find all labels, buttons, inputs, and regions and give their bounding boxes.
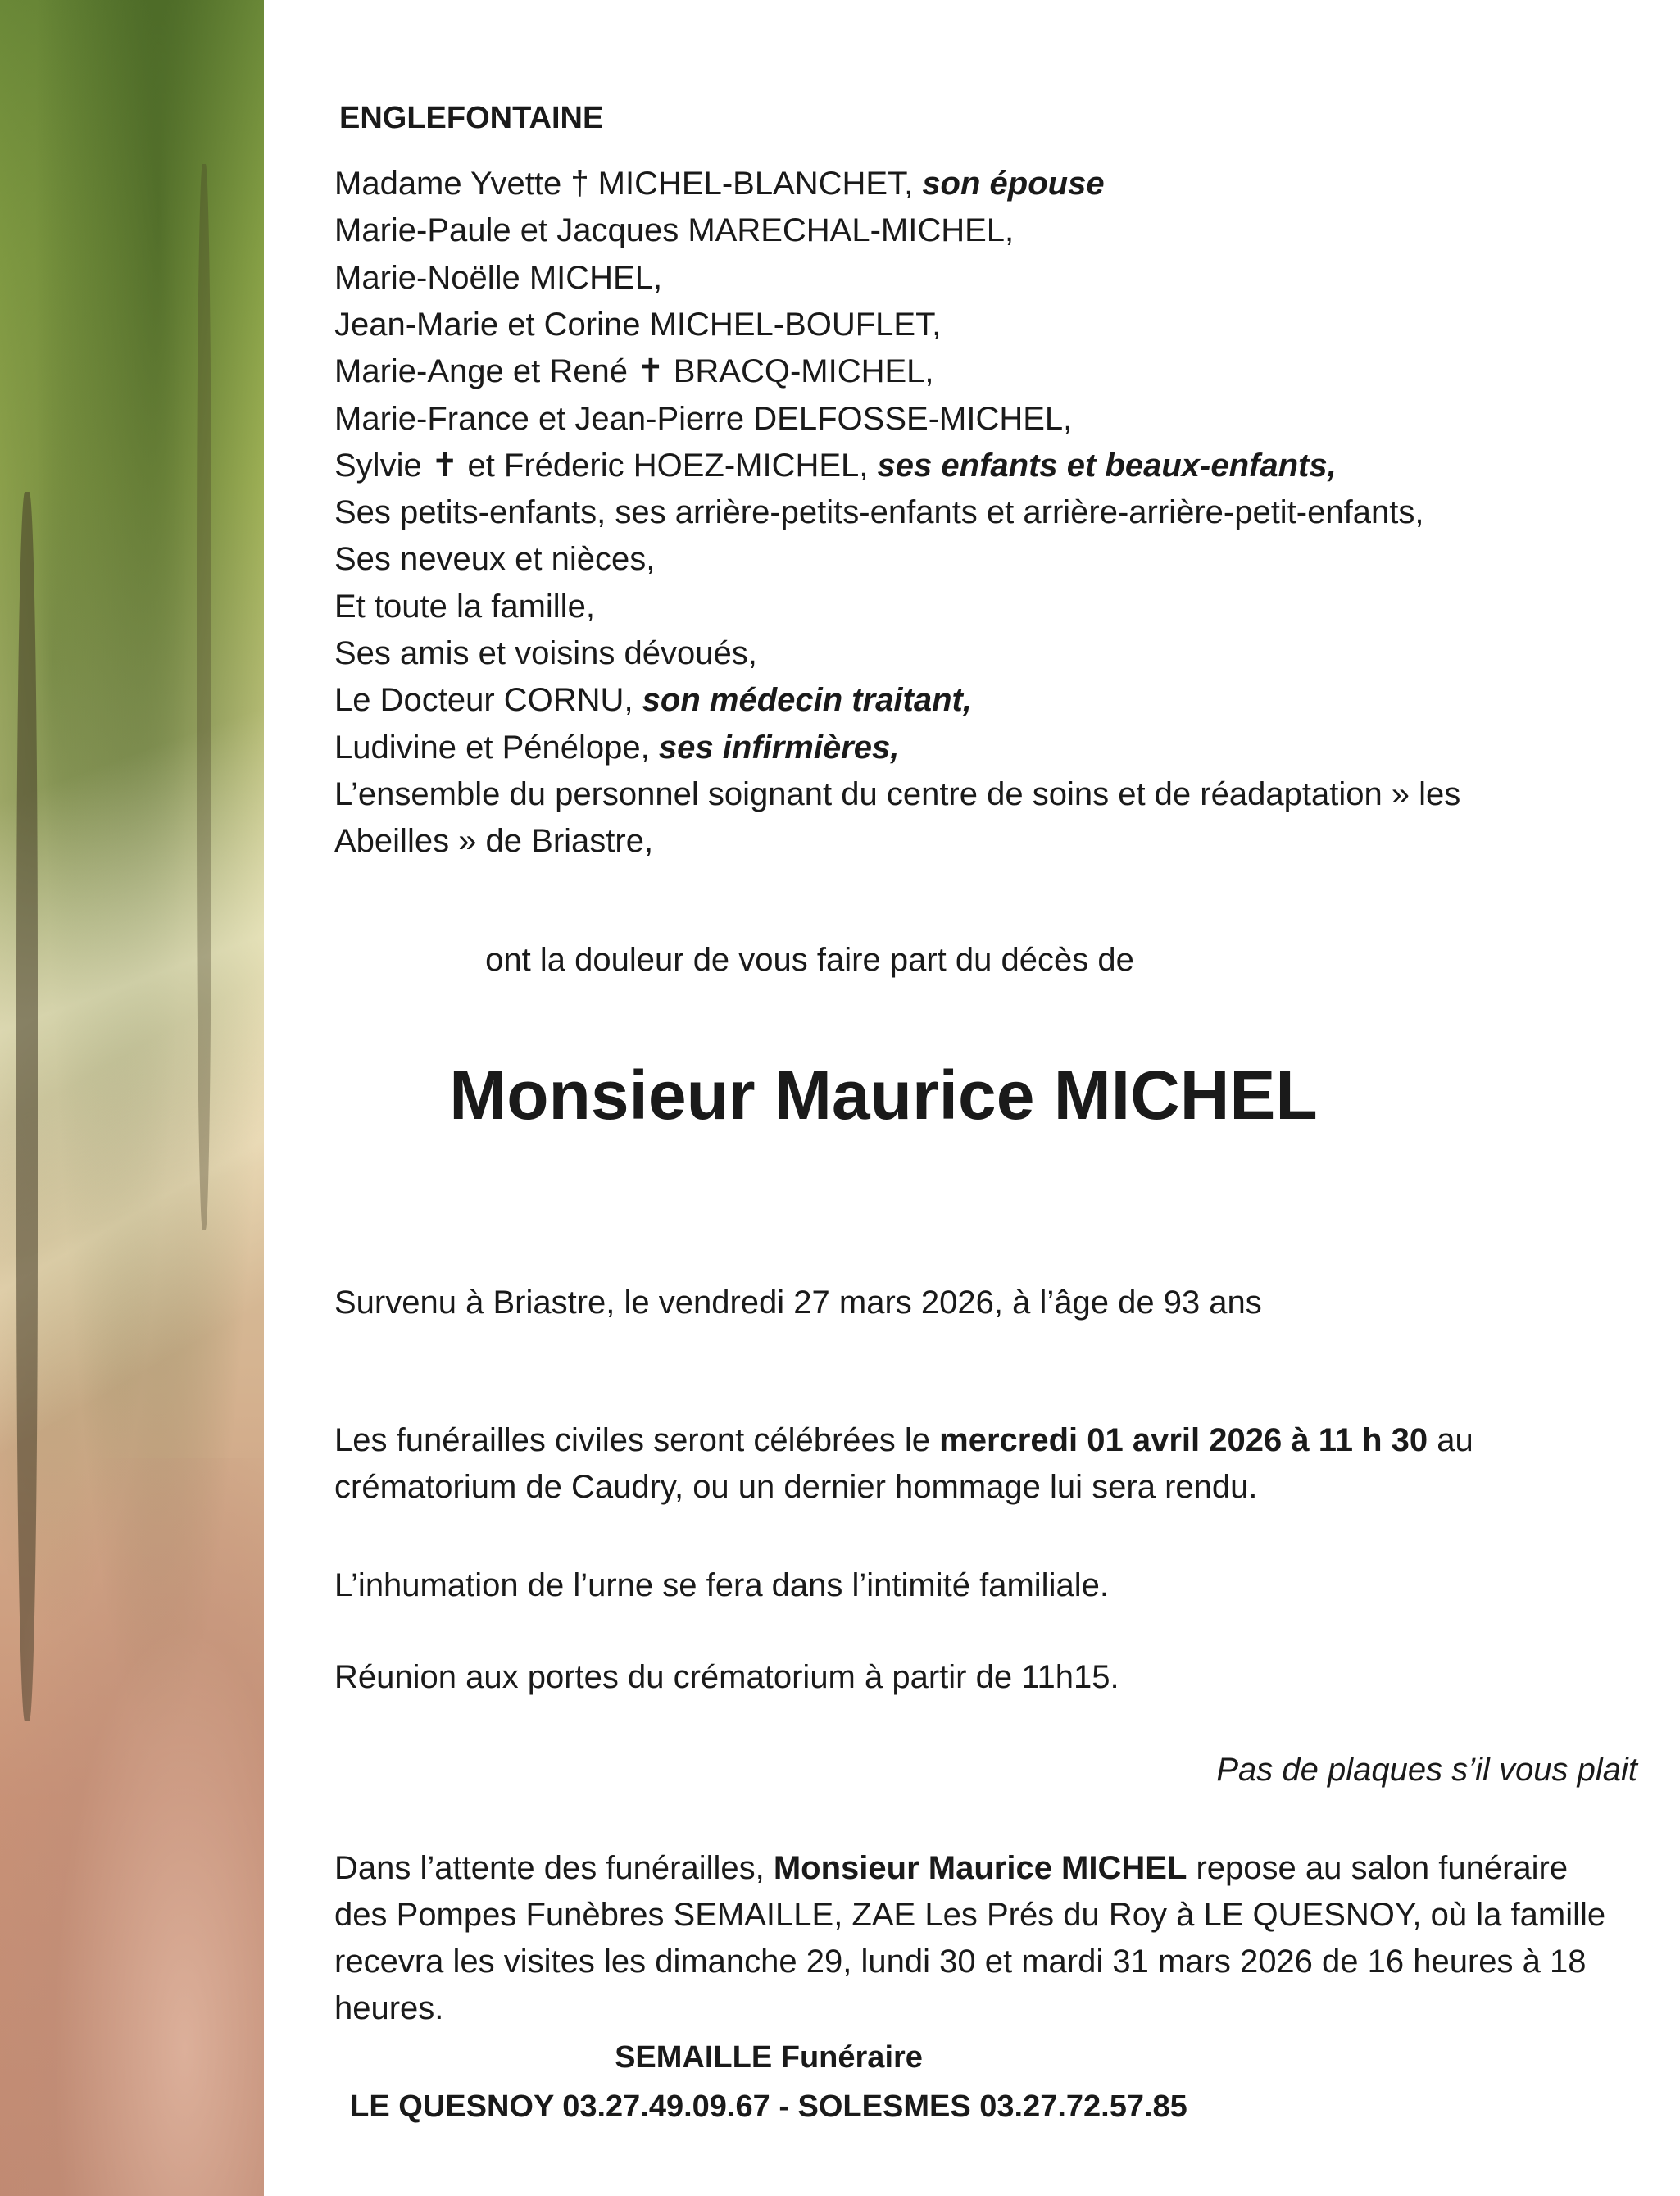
family-member: Marie-Paule et Jacques MARECHAL-MICHEL, [334,212,1015,249]
family-member: Marie-Ange et René ✝ BRACQ-MICHEL, [334,353,934,390]
announcement-intro: ont la douleur de vous faire part du décès de [485,942,1134,978]
funeral-home-name: SEMAILLE Funéraire [615,2040,923,2075]
viewing-line: des Pompes Funèbres SEMAILLE, ZAE Les Prés du Roy à LE QUESNOY, où la famille [334,1897,1606,1933]
family-member: Madame Yvette † MICHEL-BLANCHET, [334,166,923,202]
deceased-name: Monsieur Maurice MICHEL [449,1057,1318,1134]
family-line [334,396,1072,443]
viewing-name: Monsieur Maurice MICHEL [773,1850,1187,1886]
viewing-line: recevra les visites les dimanche 29, lundi 30 et mardi 31 mars 2026 de 16 heures à 18 [334,1944,1587,1980]
family-line [334,677,972,724]
funeral-text: au [1428,1422,1473,1458]
family-member: Jean-Marie et Corine MICHEL-BOUFLET, [334,306,942,343]
place-heading: ENGLEFONTAINE [339,101,604,135]
family-line [334,536,655,583]
family-role: son épouse [922,166,1105,202]
family-member: L’ensemble du personnel soignant du centre de soins et de réadaptation » les [334,775,1461,812]
forest-path-image [0,0,264,2196]
family-member: Le Docteur CORNU, [334,682,642,719]
family-member: Et toute la famille, [334,588,595,625]
family-line [334,630,757,677]
family-line [334,207,1014,254]
family-role: ses infirmières, [658,729,900,766]
family-member: Sylvie ✝ et Fréderic HOEZ-MICHEL, [334,447,878,484]
urn-line: L’inhumation de l’urne se fera dans l’intimité familiale. [334,1567,1109,1603]
funeral-home-contacts: LE QUESNOY 03.27.49.09.67 - SOLESMES 03.27.72.57.85 [350,2089,1187,2124]
viewing-paragraph [334,1845,1646,2032]
funeral-location: crématorium de Caudry, ou un dernier hommage lui sera rendu. [334,1469,1258,1505]
family-member: Ses petits-enfants, ses arrière-petits-enfants et arrière-arrière-petit-enfants, [334,494,1424,531]
family-line [334,771,1460,818]
family-line [334,489,1423,536]
funeral-home-block [113,2033,1424,2131]
family-role: son médecin traitant, [642,682,972,719]
family-member: Marie-Noëlle MICHEL, [334,259,663,296]
family-line [334,302,941,348]
family-line [334,443,1337,489]
meeting-line: Réunion aux portes du crématorium à partir de 11h15. [334,1659,1119,1695]
death-line: Survenu à Briastre, le vendredi 27 mars 2026, à l’âge de 93 ans [334,1284,1262,1321]
family-member: Ses amis et voisins dévoués, [334,635,757,671]
family-line [334,584,595,630]
viewing-line: heures. [334,1990,444,2026]
family-member: Abeilles » de Briastre, [334,823,654,860]
family-line [334,818,653,865]
viewing-text: repose au salon funéraire [1187,1850,1569,1886]
funeral-text: Les funérailles civiles seront célébrées le [334,1422,940,1458]
tree-trunk [197,164,211,1230]
notice-content [334,0,1646,2196]
family-member: Ludivine et Pénélope, [334,729,659,766]
family-member: Marie-France et Jean-Pierre DELFOSSE-MICHEL, [334,400,1073,437]
no-plaques-note: Pas de plaques s’il vous plait [1216,1752,1637,1788]
funeral-paragraph [334,1417,1646,1511]
family-line [334,161,1105,207]
family-member: Ses neveux et nièces, [334,541,656,578]
family-line [334,725,899,771]
family-role: ses enfants et beaux-enfants, [877,447,1337,484]
family-line [334,348,934,395]
funeral-date: mercredi 01 avril 2026 à 11 h 30 [939,1422,1428,1458]
viewing-text: Dans l’attente des funérailles, [334,1850,774,1886]
family-line [334,255,662,302]
